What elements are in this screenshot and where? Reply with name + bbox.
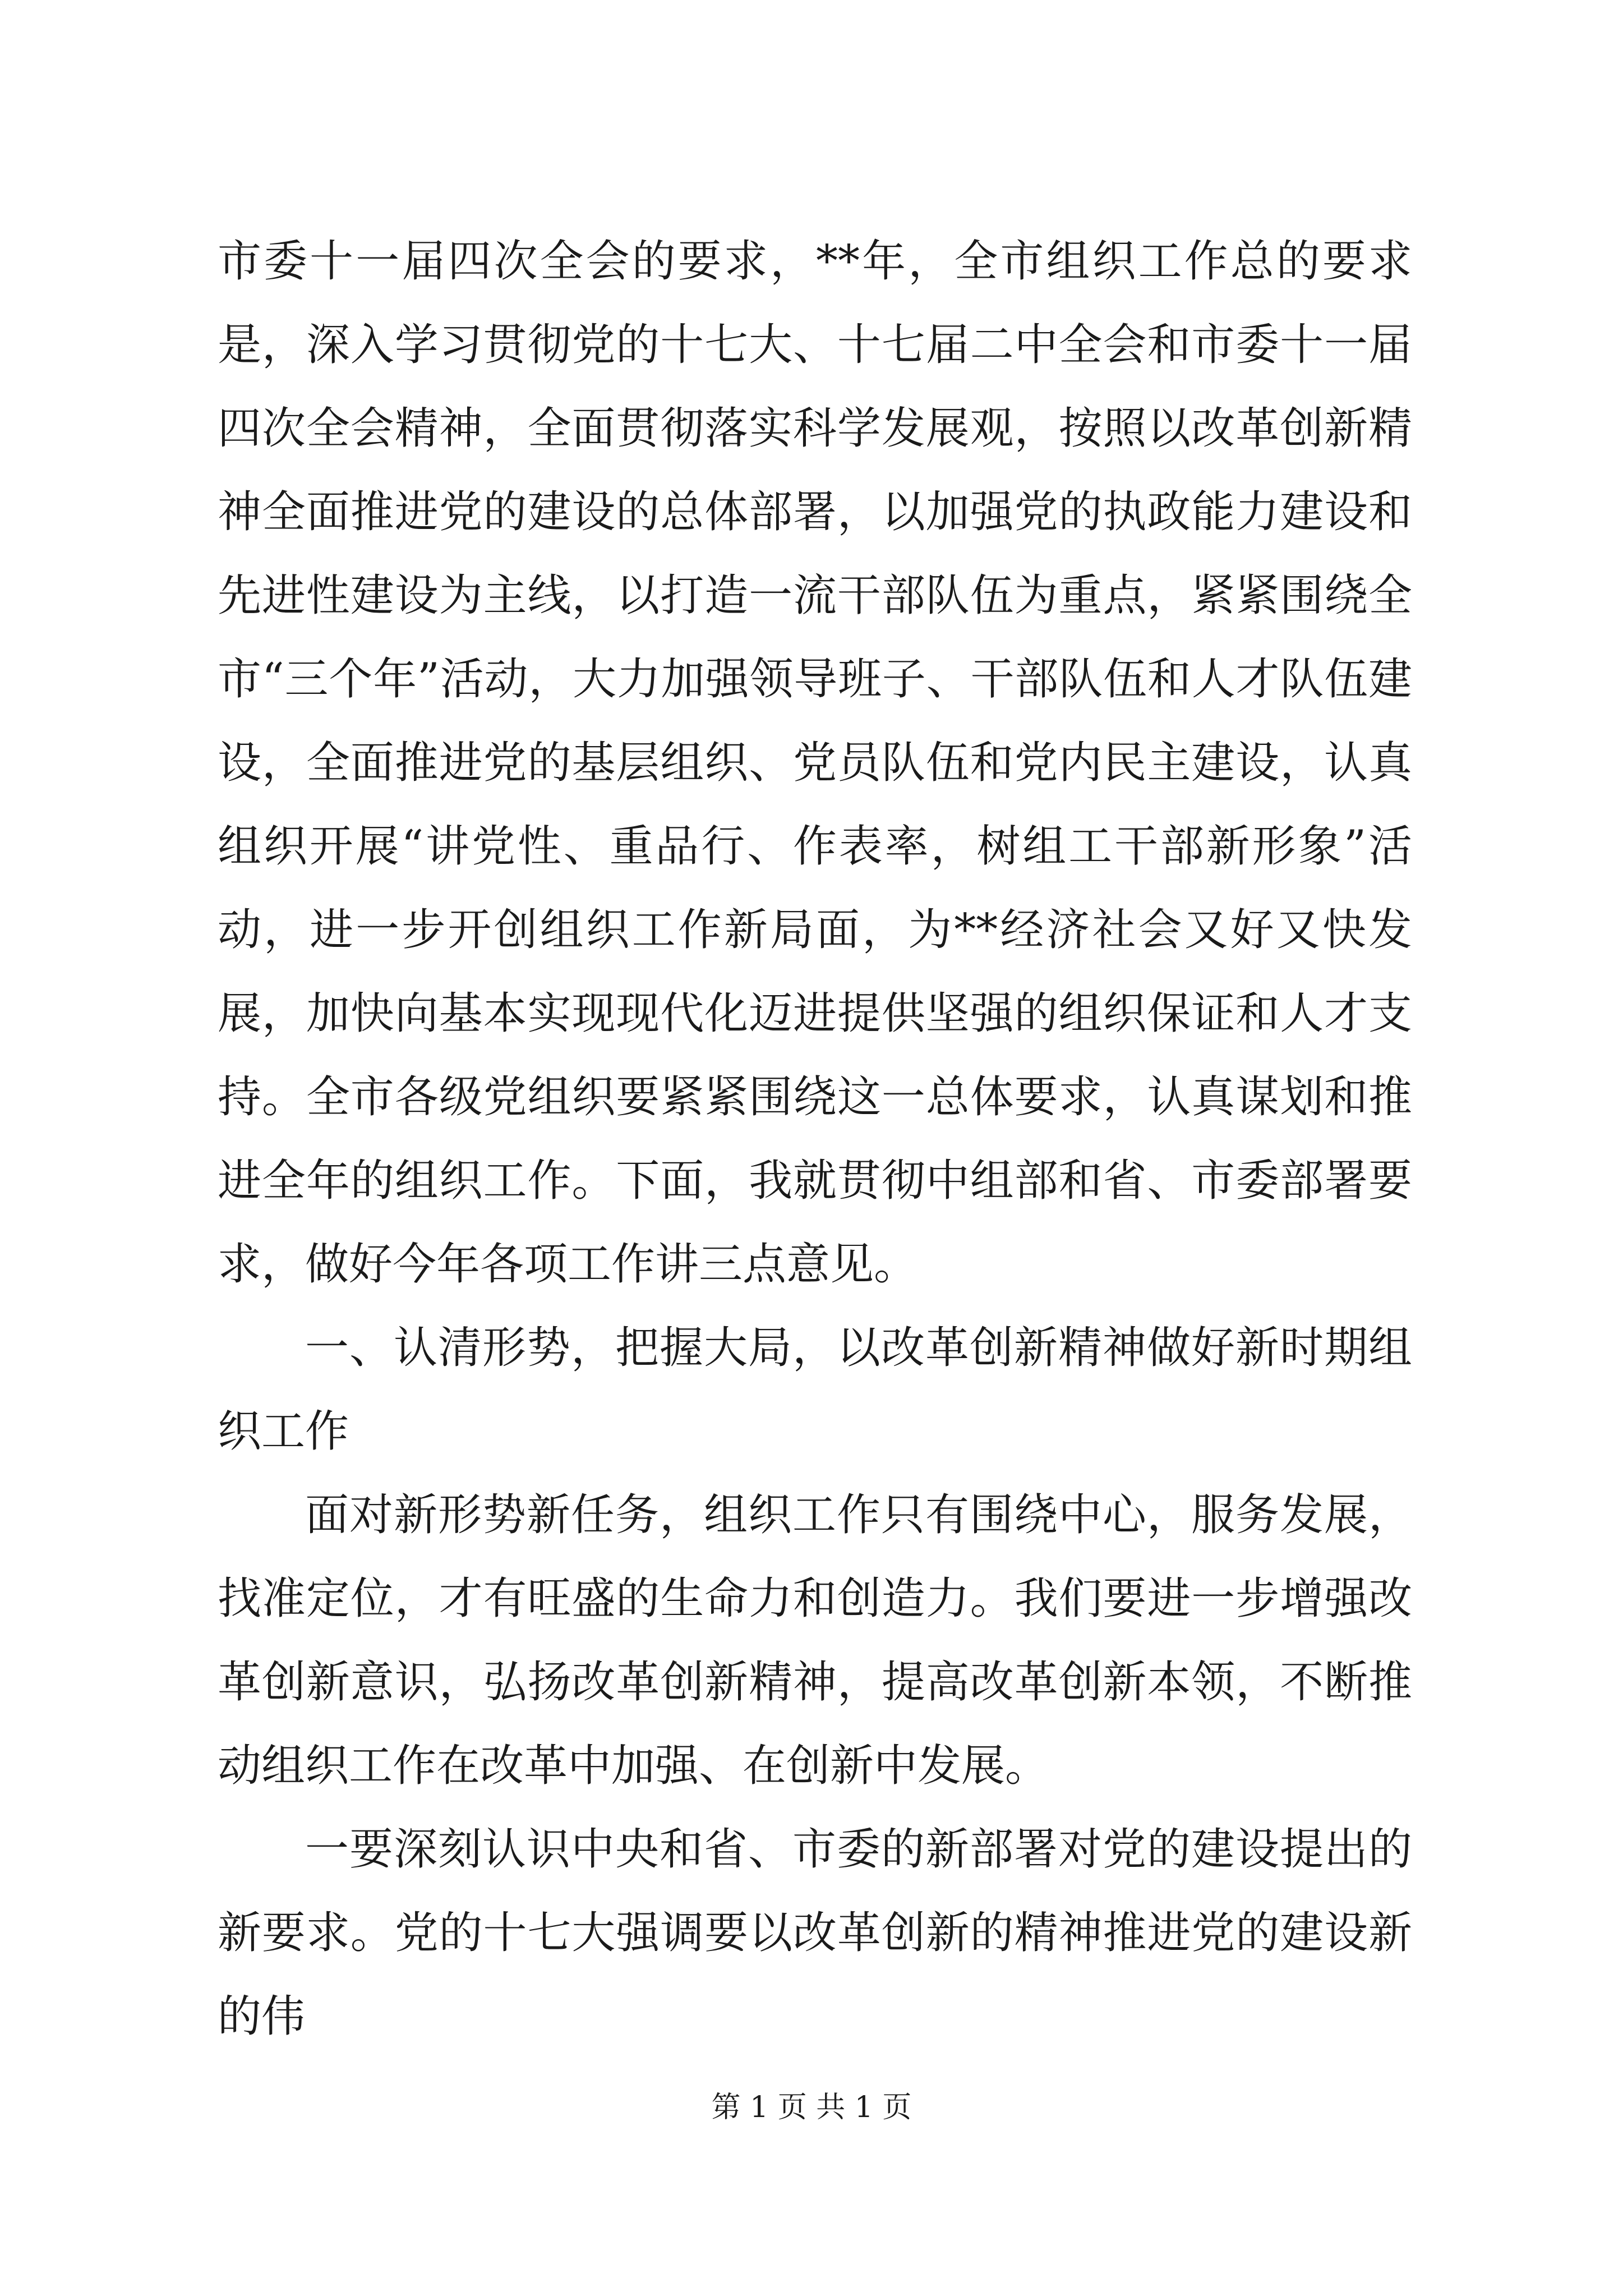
page-footer: 第 1 页 共 1 页 [711,2091,912,2124]
paragraph-continued-intro: 市委十一届四次全会的要求，**年，全市组织工作总的要求是，深入学习贯彻党的十七大、十七届二中全会和市委十一届四次全会精神，全面贯彻落实科学发展观，按照以改革创新精神全面推进党的建设的总体部署，以加强党的执政能力建设和先进性建设为主线，以打造一流干部队伍为重点，紧紧围绕全市“三个年”活动，大力加强领导班子、干部队伍和人才队伍建设，全面推进党的基层组织、党员队伍和党内民主建设，认真组织开展“讲党性、重品行、作表率，树组工干部新形象”活动，进一步开创组织工作新局面，为**经济社会又好又快发展，加快向基本实现现代化迈进提供坚强的组织保证和人才支持。全市各级党组织要紧紧围绕这一总体要求，认真谋划和推进全年的组织工作。下面，我就贯彻中组部和省、市委部署要求，做好今年各项工作讲三点意见。 [218,236,1412,1290]
document-body [218,220,1412,2059]
paragraph-new-situation: 面对新形势新任务，组织工作只有围绕中心，服务发展，找准定位，才有旺盛的生命力和创造力。我们要进一步增强改革创新意识，弘扬改革创新精神，提高改革创新本领，不断推动组织工作在改革中加强、在创新中发展。 [218,1490,1412,1791]
paragraph-first-requirement: 一要深刻认识中央和省、市委的新部署对党的建设提出的新要求。党的十七大强调要以改革创新的精神推进党的建设新的伟 [218,1824,1412,2042]
section-heading-one: 一、认清形势，把握大局，以改革创新精神做好新时期组织工作 [218,1323,1412,1457]
